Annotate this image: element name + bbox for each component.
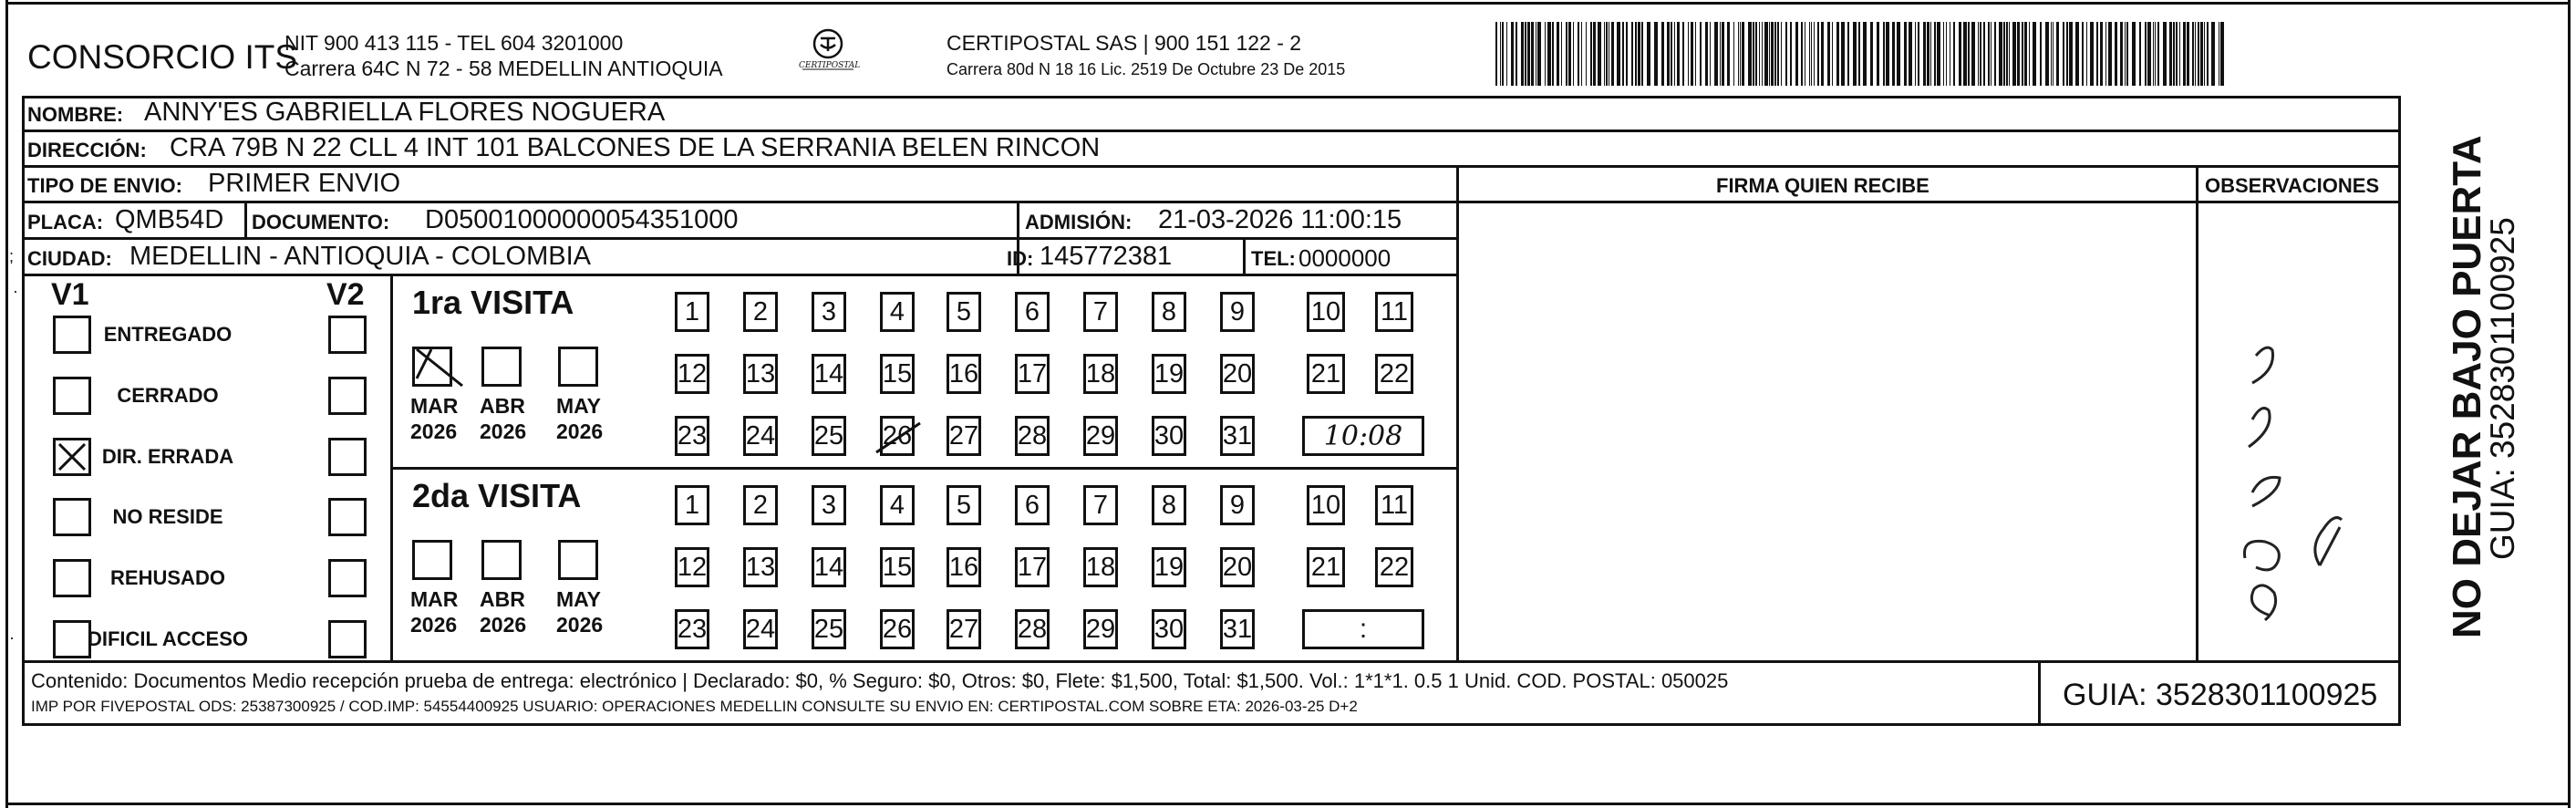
nit-line: NIT 900 413 115 - TEL 604 3201000 bbox=[284, 31, 624, 55]
rule bbox=[2196, 165, 2198, 660]
v2-header: V2 bbox=[326, 277, 365, 312]
day-box[interactable]: 19 bbox=[1152, 547, 1186, 587]
license-line: Carrera 80d N 18 16 Lic. 2519 De Octubre 23 De 2015 bbox=[947, 60, 1346, 78]
rule bbox=[390, 467, 1459, 470]
day-box[interactable]: 1 bbox=[675, 292, 709, 332]
day-box[interactable]: 19 bbox=[1152, 354, 1186, 394]
year-label: 2026 bbox=[480, 420, 527, 443]
ciudad-label: CIUDAD: bbox=[27, 247, 112, 270]
certipostal-logo bbox=[791, 27, 864, 82]
day-box[interactable]: 4 bbox=[880, 292, 915, 332]
month-checkbox[interactable] bbox=[412, 347, 452, 387]
month-checkbox[interactable] bbox=[558, 347, 598, 387]
v1-header: V1 bbox=[51, 277, 89, 312]
day-box[interactable]: 29 bbox=[1083, 416, 1118, 456]
day-box[interactable]: 7 bbox=[1083, 485, 1118, 525]
logo-mark-icon bbox=[791, 27, 864, 82]
day-box[interactable]: 2 bbox=[743, 485, 778, 525]
rule bbox=[2038, 660, 2041, 726]
id-value: 145772381 bbox=[1040, 242, 1173, 271]
day-box[interactable]: 13 bbox=[743, 354, 778, 394]
v2-checkbox[interactable] bbox=[328, 559, 367, 597]
placa-value: QMB54D bbox=[115, 205, 224, 234]
rule bbox=[244, 201, 247, 237]
day-box[interactable]: 21 bbox=[1307, 547, 1345, 587]
day-box[interactable]: 9 bbox=[1220, 292, 1255, 332]
year-label: 2026 bbox=[480, 613, 527, 637]
visit-title: 2da VISITA bbox=[412, 477, 582, 514]
rule bbox=[22, 201, 2401, 203]
margin-mark: · bbox=[9, 628, 15, 647]
day-box[interactable]: 13 bbox=[743, 547, 778, 587]
day-box[interactable]: 26 bbox=[880, 609, 915, 649]
guia-footer: GUIA: 3528301100925 bbox=[2063, 678, 2378, 712]
month-label: MAY bbox=[556, 587, 601, 611]
day-box[interactable]: 31 bbox=[1220, 416, 1255, 456]
day-box[interactable]: 24 bbox=[743, 416, 778, 456]
status-option-label: NO RESIDE bbox=[112, 505, 223, 528]
month-label: ABR bbox=[480, 587, 525, 611]
day-box[interactable]: 3 bbox=[812, 292, 846, 332]
day-box[interactable]: 27 bbox=[947, 416, 981, 456]
imp-line: IMP POR FIVEPOSTAL ODS: 25387300925 / COD.IMP: 54554400925 USUARIO: OPERACIONES MEDELLIN CONSULTE SU ENVIO EN: CERTIPOSTAL.COM SOBRE ETA: 2026-03-25 D+2 bbox=[31, 698, 1358, 715]
day-box[interactable]: 7 bbox=[1083, 292, 1118, 332]
page-bottom-edge bbox=[5, 803, 2571, 805]
page-right-edge bbox=[2568, 0, 2571, 808]
month-label: MAR bbox=[410, 394, 459, 418]
visit-title: 1ra VISITA bbox=[412, 284, 574, 321]
company-name: CONSORCIO ITS bbox=[27, 38, 298, 76]
day-box[interactable]: 20 bbox=[1220, 354, 1255, 394]
v2-checkbox[interactable] bbox=[328, 498, 367, 536]
day-box[interactable]: 30 bbox=[1152, 416, 1186, 456]
rule bbox=[22, 165, 2401, 168]
month-label: MAY bbox=[556, 394, 601, 418]
tel-label: TEL: bbox=[1251, 247, 1296, 270]
day-box[interactable]: 28 bbox=[1015, 609, 1050, 649]
day-box[interactable]: 22 bbox=[1375, 547, 1413, 587]
month-label: MAR bbox=[410, 587, 459, 611]
tel-value: 0000000 bbox=[1298, 244, 1391, 272]
time-value: 10:08 bbox=[1323, 420, 1403, 452]
rule bbox=[1243, 237, 1246, 274]
day-box[interactable]: 11 bbox=[1375, 292, 1413, 332]
id-label: ID: bbox=[1007, 247, 1034, 270]
day-box[interactable]: 25 bbox=[812, 609, 846, 649]
day-box[interactable]: 28 bbox=[1015, 416, 1050, 456]
v2-checkbox[interactable] bbox=[328, 438, 367, 476]
day-box[interactable]: 30 bbox=[1152, 609, 1186, 649]
day-box[interactable]: 31 bbox=[1220, 609, 1255, 649]
day-box[interactable]: 4 bbox=[880, 485, 915, 525]
day-box[interactable]: 11 bbox=[1375, 485, 1413, 525]
day-box[interactable]: 14 bbox=[812, 354, 846, 394]
year-label: 2026 bbox=[410, 613, 458, 637]
day-box[interactable]: 29 bbox=[1083, 609, 1118, 649]
certipostal-line: CERTIPOSTAL SAS | 900 151 122 - 2 bbox=[947, 31, 1302, 55]
day-box[interactable]: 5 bbox=[947, 292, 981, 332]
handwritten-observation bbox=[2225, 319, 2371, 647]
documento-value: D05001000000054351000 bbox=[425, 205, 739, 234]
logo-wordmark: CERTIPOSTAL bbox=[799, 61, 861, 70]
no-dejar-bajo-puerta: NO DEJAR BAJO PUERTA bbox=[2445, 135, 2489, 638]
day-box[interactable]: 14 bbox=[812, 547, 846, 587]
rule bbox=[22, 660, 2401, 663]
day-box[interactable]: 2 bbox=[743, 292, 778, 332]
day-box[interactable]: 20 bbox=[1220, 547, 1255, 587]
address-line: Carrera 64C N 72 - 58 MEDELLIN ANTIOQUIA bbox=[284, 57, 723, 80]
barcode bbox=[1495, 22, 2227, 86]
day-box[interactable]: 16 bbox=[947, 547, 981, 587]
day-box[interactable]: 17 bbox=[1015, 547, 1050, 587]
documento-label: DOCUMENTO: bbox=[252, 211, 390, 233]
tipo-envio-value: PRIMER ENVIO bbox=[208, 169, 401, 198]
nombre-value: ANNY'ES GABRIELLA FLORES NOGUERA bbox=[144, 98, 666, 127]
day-box[interactable]: 10 bbox=[1307, 292, 1345, 332]
day-box[interactable]: 8 bbox=[1152, 292, 1186, 332]
day-box[interactable]: 24 bbox=[743, 609, 778, 649]
month-checkbox[interactable] bbox=[412, 540, 452, 580]
month-checkbox[interactable] bbox=[558, 540, 598, 580]
year-label: 2026 bbox=[556, 420, 604, 443]
day-box[interactable]: 23 bbox=[675, 609, 709, 649]
nombre-label: NOMBRE: bbox=[27, 103, 124, 126]
day-box[interactable]: 21 bbox=[1307, 354, 1345, 394]
side-guia: GUIA: 3528301100925 bbox=[2484, 217, 2521, 560]
status-option-label: REHUSADO bbox=[110, 566, 225, 589]
day-box[interactable]: 10 bbox=[1307, 485, 1345, 525]
v2-checkbox[interactable] bbox=[328, 377, 367, 415]
rule bbox=[22, 129, 2401, 132]
tipo-envio-label: TIPO DE ENVIO: bbox=[27, 174, 182, 197]
day-box[interactable]: 15 bbox=[880, 547, 915, 587]
month-label: ABR bbox=[480, 394, 525, 418]
v2-checkbox[interactable] bbox=[328, 316, 367, 354]
day-box[interactable]: 15 bbox=[880, 354, 915, 394]
admision-value: 21-03-2026 11:00:15 bbox=[1158, 205, 1402, 234]
direccion-value: CRA 79B N 22 CLL 4 INT 101 BALCONES DE LA SERRANIA BELEN RINCON bbox=[170, 133, 1101, 162]
month-checkbox[interactable] bbox=[481, 347, 522, 387]
day-box[interactable]: 18 bbox=[1083, 354, 1118, 394]
day-box[interactable]: 12 bbox=[675, 354, 709, 394]
strike-mark bbox=[874, 420, 924, 461]
day-box[interactable]: 16 bbox=[947, 354, 981, 394]
rule bbox=[1456, 165, 1459, 660]
status-option-label: DIFICIL ACCESO bbox=[87, 627, 248, 650]
status-option-label: CERRADO bbox=[117, 384, 219, 407]
admision-label: ADMISIÓN: bbox=[1025, 211, 1133, 233]
year-label: 2026 bbox=[410, 420, 458, 443]
time-field[interactable] bbox=[1302, 416, 1424, 456]
page-top-edge bbox=[5, 2, 2571, 5]
day-box[interactable]: 8 bbox=[1152, 485, 1186, 525]
placa-label: PLACA: bbox=[27, 211, 104, 233]
day-box[interactable]: 22 bbox=[1375, 354, 1413, 394]
status-option-label: ENTREGADO bbox=[103, 323, 233, 346]
day-box[interactable]: 26 bbox=[880, 416, 915, 456]
day-box[interactable]: 23 bbox=[675, 416, 709, 456]
v2-checkbox[interactable] bbox=[328, 620, 367, 658]
firma-header: FIRMA QUIEN RECIBE bbox=[1716, 174, 1929, 197]
rule bbox=[22, 274, 1459, 276]
status-option-label: DIR. ERRADA bbox=[101, 445, 234, 468]
margin-mark: · bbox=[13, 282, 18, 300]
day-box[interactable]: 6 bbox=[1015, 292, 1050, 332]
day-box[interactable]: 27 bbox=[947, 609, 981, 649]
day-box[interactable]: 9 bbox=[1220, 485, 1255, 525]
day-box[interactable]: 12 bbox=[675, 547, 709, 587]
margin-mark: ; bbox=[9, 247, 15, 265]
day-box[interactable]: 3 bbox=[812, 485, 846, 525]
month-checkbox[interactable] bbox=[481, 540, 522, 580]
time-field[interactable] bbox=[1302, 609, 1424, 649]
day-box[interactable]: 17 bbox=[1015, 354, 1050, 394]
day-box[interactable]: 18 bbox=[1083, 547, 1118, 587]
day-box[interactable]: 1 bbox=[675, 485, 709, 525]
day-box[interactable]: 5 bbox=[947, 485, 981, 525]
ciudad-value: MEDELLIN - ANTIOQUIA - COLOMBIA bbox=[129, 242, 591, 271]
time-value: : bbox=[1359, 614, 1368, 644]
day-box[interactable]: 25 bbox=[812, 416, 846, 456]
direccion-label: DIRECCIÓN: bbox=[27, 139, 147, 161]
year-label: 2026 bbox=[556, 613, 604, 637]
day-box[interactable]: 6 bbox=[1015, 485, 1050, 525]
contenido-line: Contenido: Documentos Medio recepción prueba de entrega: electrónico | Declarado: $0, % Seguro: $0, Otros: $0, Flete: $1,500, Total: $1,500. Vol.: 1*1*1. 0.5 1 Unid. COD. POSTAL: 050025 bbox=[31, 669, 1729, 692]
observaciones-header: OBSERVACIONES bbox=[2205, 174, 2380, 197]
